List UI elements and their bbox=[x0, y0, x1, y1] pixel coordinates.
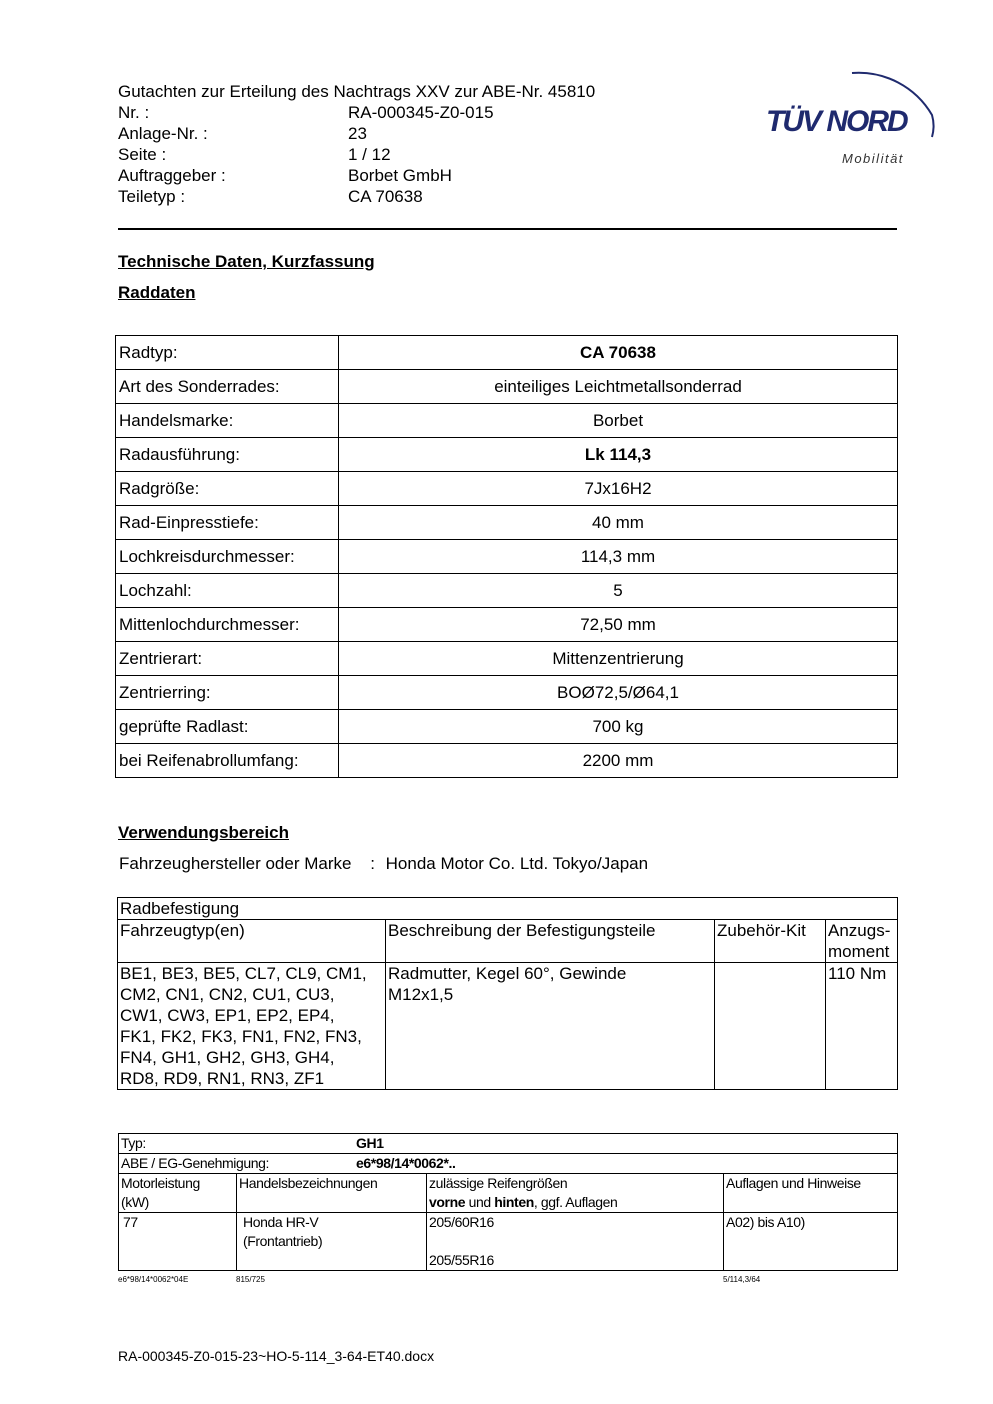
teiletyp-label: Teiletyp : bbox=[118, 187, 186, 206]
footer-filename: RA-000345-Z0-015-23~HO-5-114_3-64-ET40.docx bbox=[118, 1348, 435, 1364]
raddaten-value: 700 kg bbox=[339, 710, 898, 744]
reifen-cell bbox=[427, 1213, 724, 1271]
raddaten-value: Borbet bbox=[339, 404, 898, 438]
col-anzugsmoment-l1: Anzugs- bbox=[828, 921, 891, 940]
anzugsmoment-cell: 110 Nm bbox=[826, 963, 898, 1090]
raddaten-value: 7Jx16H2 bbox=[339, 472, 898, 506]
radbefestigung-table bbox=[117, 897, 898, 1090]
raddaten-label: Mittenlochdurchmesser: bbox=[116, 608, 339, 642]
radbefestigung-title: Radbefestigung bbox=[118, 898, 898, 920]
col-beschreibung: Beschreibung der Befestigungsteile bbox=[386, 920, 715, 963]
tiny-note-2: 815/725 bbox=[236, 1275, 265, 1284]
raddaten-label: Art des Sonderrades: bbox=[116, 370, 339, 404]
col-handelsbezeichnungen: Handelsbezeichnungen bbox=[237, 1174, 427, 1213]
abe-row bbox=[119, 1154, 898, 1174]
col-motor-l2: (kW) bbox=[121, 1194, 149, 1210]
raddaten-value: 72,50 mm bbox=[339, 608, 898, 642]
seite-label: Seite : bbox=[118, 145, 167, 164]
header-divider bbox=[118, 228, 897, 230]
raddaten-value: Lk 114,3 bbox=[339, 438, 898, 472]
fahrzeugtypen-cell bbox=[118, 963, 386, 1090]
col-anzugsmoment-l2: moment bbox=[828, 942, 890, 961]
raddaten-label: Handelsmarke: bbox=[116, 404, 339, 438]
raddaten-value: Mittenzentrierung bbox=[339, 642, 898, 676]
hersteller-sep: : bbox=[370, 854, 375, 873]
reifen-spacer bbox=[429, 1232, 721, 1251]
auftraggeber-value: Borbet GmbH bbox=[348, 166, 452, 185]
logo-subtitle: Mobilität bbox=[842, 151, 904, 166]
raddaten-row bbox=[116, 744, 898, 778]
hersteller-line bbox=[119, 854, 648, 874]
reifen-vorne: vorne bbox=[429, 1194, 466, 1210]
logo-brand: TÜV NORD bbox=[766, 105, 907, 138]
typ-table bbox=[118, 1133, 898, 1271]
desc-line: M12x1,5 bbox=[388, 985, 454, 1004]
col-motorleistung bbox=[119, 1174, 237, 1213]
raddaten-label: Lochkreisdurchmesser: bbox=[116, 540, 339, 574]
raddaten-label: Zentrierring: bbox=[116, 676, 339, 710]
handel-l1: Honda HR-V bbox=[243, 1214, 319, 1230]
raddaten-label: geprüfte Radlast: bbox=[116, 710, 339, 744]
raddaten-label: Lochzahl: bbox=[116, 574, 339, 608]
types-line: CM2, CN1, CN2, CU1, CU3, bbox=[120, 985, 335, 1004]
raddaten-value: 40 mm bbox=[339, 506, 898, 540]
handel-cell bbox=[237, 1213, 427, 1271]
auflagen-cell: A02) bis A10) bbox=[724, 1213, 898, 1271]
raddaten-row bbox=[116, 608, 898, 642]
anlage-label: Anlage-Nr. : bbox=[118, 124, 208, 143]
types-line: RD8, RD9, RN1, RN3, ZF1 bbox=[120, 1069, 325, 1088]
col-reifengroessen bbox=[427, 1174, 724, 1213]
raddaten-label: Radtyp: bbox=[116, 336, 339, 370]
typ-row bbox=[119, 1134, 898, 1154]
hersteller-value: Honda Motor Co. Ltd. Tokyo/Japan bbox=[385, 854, 649, 873]
raddaten-row bbox=[116, 404, 898, 438]
col-anzugsmoment bbox=[826, 920, 898, 963]
col-reifen-l2 bbox=[429, 1193, 721, 1212]
document-title: Gutachten zur Erteilung des Nachtrags XXV zur ABE-Nr. 45810 bbox=[118, 82, 596, 101]
raddaten-value: einteiliges Leichtmetallsonderrad bbox=[339, 370, 898, 404]
col-zubehoer: Zubehör-Kit bbox=[715, 920, 826, 963]
raddaten-value: 114,3 mm bbox=[339, 540, 898, 574]
raddaten-row bbox=[116, 676, 898, 710]
raddaten-row bbox=[116, 574, 898, 608]
raddaten-label: Radausführung: bbox=[116, 438, 339, 472]
abe-label: ABE / EG-Genehmigung: bbox=[121, 1155, 270, 1171]
col-auflagen: Auflagen und Hinweise bbox=[724, 1174, 898, 1213]
raddaten-row bbox=[116, 642, 898, 676]
raddaten-label: Radgröße: bbox=[116, 472, 339, 506]
raddaten-value: 5 bbox=[339, 574, 898, 608]
types-line: FN4, GH1, GH2, GH3, GH4, bbox=[120, 1048, 335, 1067]
section-verwendungsbereich: Verwendungsbereich bbox=[118, 823, 289, 842]
raddaten-row bbox=[116, 336, 898, 370]
raddaten-row bbox=[116, 710, 898, 744]
tiny-note-3: 5/114,3/64 bbox=[723, 1275, 761, 1284]
section-raddaten: Raddaten bbox=[118, 283, 196, 302]
raddaten-label: Zentrierart: bbox=[116, 642, 339, 676]
types-line: FK1, FK2, FK3, FN1, FN2, FN3, bbox=[120, 1027, 362, 1046]
raddaten-label: Rad-Einpresstiefe: bbox=[116, 506, 339, 540]
col-motor-l1: Motorleistung bbox=[121, 1175, 200, 1191]
seite-value: 1 / 12 bbox=[348, 145, 391, 164]
tiny-note-1: e6*98/14*0062*04E bbox=[118, 1275, 189, 1284]
raddaten-value: 2200 mm bbox=[339, 744, 898, 778]
section-technische-daten: Technische Daten, Kurzfassung bbox=[118, 252, 375, 271]
col-fahrzeugtyp: Fahrzeugtyp(en) bbox=[118, 920, 386, 963]
tuv-nord-logo bbox=[760, 55, 945, 175]
handel-l2: (Frontantrieb) bbox=[243, 1233, 323, 1249]
zubehoer-cell bbox=[715, 963, 826, 1090]
auftraggeber-label: Auftraggeber : bbox=[118, 166, 226, 185]
reifen-hinten: hinten bbox=[494, 1194, 534, 1210]
reifen-2: 205/55R16 bbox=[429, 1252, 494, 1268]
raddaten-value: CA 70638 bbox=[339, 336, 898, 370]
nr-value: RA-000345-Z0-015 bbox=[348, 103, 494, 122]
hersteller-label: Fahrzeughersteller oder Marke bbox=[119, 854, 352, 873]
reifen-rest: , ggf. Auflagen bbox=[533, 1194, 618, 1210]
reifen-und: und bbox=[465, 1194, 495, 1210]
nr-label: Nr. : bbox=[118, 103, 150, 122]
types-line: BE1, BE3, BE5, CL7, CL9, CM1, bbox=[120, 964, 367, 983]
desc-line: Radmutter, Kegel 60°, Gewinde bbox=[388, 964, 627, 983]
anlage-value: 23 bbox=[348, 124, 367, 143]
raddaten-label: bei Reifenabrollumfang: bbox=[116, 744, 339, 778]
beschreibung-cell bbox=[386, 963, 715, 1090]
raddaten-row bbox=[116, 540, 898, 574]
motor-cell: 77 bbox=[119, 1213, 237, 1271]
typ-value: GH1 bbox=[356, 1135, 384, 1151]
raddaten-table bbox=[115, 335, 898, 778]
col-reifen-l1: zulässige Reifengrößen bbox=[429, 1175, 568, 1191]
raddaten-row bbox=[116, 438, 898, 472]
raddaten-row bbox=[116, 370, 898, 404]
teiletyp-value: CA 70638 bbox=[348, 187, 423, 206]
reifen-1: 205/60R16 bbox=[429, 1214, 494, 1230]
abe-value: e6*98/14*0062*.. bbox=[356, 1155, 456, 1171]
raddaten-row bbox=[116, 506, 898, 540]
types-line: CW1, CW3, EP1, EP2, EP4, bbox=[120, 1006, 335, 1025]
typ-label: Typ: bbox=[121, 1135, 146, 1151]
raddaten-row bbox=[116, 472, 898, 506]
raddaten-value: BOØ72,5/Ø64,1 bbox=[339, 676, 898, 710]
